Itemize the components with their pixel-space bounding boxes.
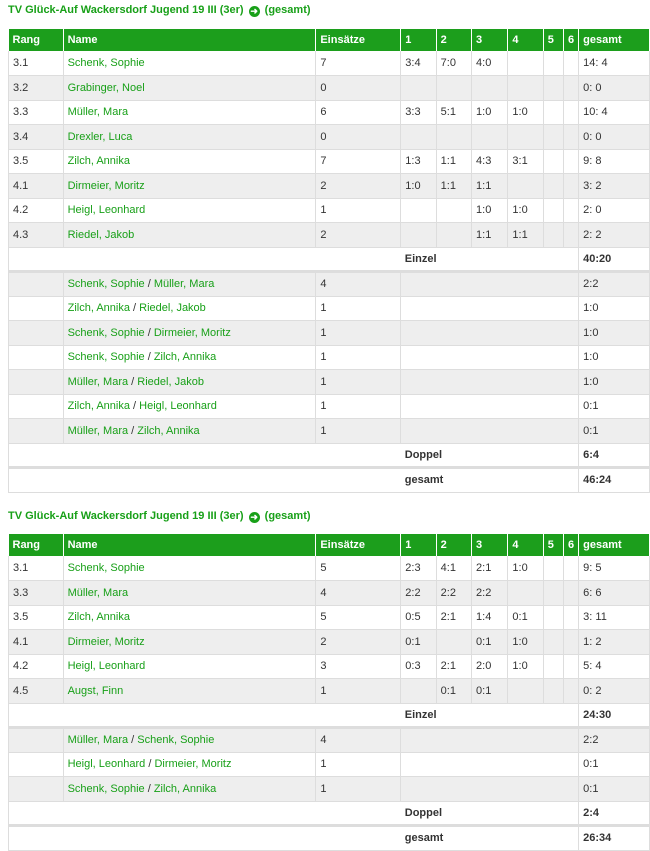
set-result-cell: 2:2 <box>401 581 436 606</box>
player-row <box>9 100 650 125</box>
blank-cell <box>9 443 401 468</box>
set-result-cell <box>508 125 543 150</box>
rank-cell <box>9 777 64 802</box>
set-result-cell <box>401 76 436 101</box>
set-result-cell <box>564 679 579 704</box>
set-result-cell: 2:0 <box>472 654 508 679</box>
summary-label: Doppel <box>401 801 579 826</box>
column-header[interactable]: gesamt <box>579 29 650 51</box>
player-row <box>9 605 650 630</box>
set-result-cell <box>564 100 579 125</box>
gesamt-cell: 6: 6 <box>579 581 650 606</box>
player-row <box>9 198 650 223</box>
set-result-cell: 1:0 <box>472 100 508 125</box>
doubles-result-cell: 1:0 <box>579 296 650 321</box>
set-result-cell: 4:3 <box>472 149 508 174</box>
set-result-cell <box>543 149 563 174</box>
einsaetze-cell: 1 <box>316 198 401 223</box>
empty-sets-cell <box>401 321 579 346</box>
column-header[interactable]: 2 <box>436 534 471 556</box>
doubles-result-cell: 2:2 <box>579 728 650 753</box>
player-row <box>9 630 650 655</box>
rank-cell: 3.1 <box>9 556 64 581</box>
rank-cell <box>9 419 64 444</box>
doubles-row <box>9 296 650 321</box>
set-result-cell <box>401 223 436 248</box>
player-link[interactable]: Müller, Mara <box>153 278 215 291</box>
gesamt-cell: 10: 4 <box>579 100 650 125</box>
gesamt-cell: 9: 8 <box>579 149 650 174</box>
summary-total: 24:30 <box>579 703 650 728</box>
set-result-cell <box>564 654 579 679</box>
doubles-result-cell: 0:1 <box>579 419 650 444</box>
rank-cell: 3.1 <box>9 51 64 76</box>
rank-cell: 3.3 <box>9 100 64 125</box>
player-row <box>9 51 650 76</box>
gesamt-cell: 1: 2 <box>579 630 650 655</box>
player-link[interactable]: Müller, Mara <box>63 581 316 606</box>
doppel-summary-row <box>9 443 650 468</box>
summary-total: 46:24 <box>579 468 650 493</box>
gesamt-cell: 3: 2 <box>579 174 650 199</box>
doubles-result-cell: 0:1 <box>579 777 650 802</box>
blank-cell <box>9 703 401 728</box>
blank-cell <box>9 826 401 851</box>
rank-cell: 3.5 <box>9 149 64 174</box>
gesamt-cell: 2: 2 <box>579 223 650 248</box>
doubles-row <box>9 777 650 802</box>
set-result-cell <box>508 581 543 606</box>
einsaetze-cell: 1 <box>316 296 401 321</box>
set-result-cell <box>508 51 543 76</box>
einsaetze-cell: 2 <box>316 223 401 248</box>
set-result-cell <box>508 174 543 199</box>
doubles-row <box>9 272 650 297</box>
set-result-cell <box>472 125 508 150</box>
einsaetze-cell: 0 <box>316 76 401 101</box>
section-title <box>8 510 311 523</box>
player-link[interactable]: Dirmeier, Moritz <box>63 630 316 655</box>
doubles-row <box>9 728 650 753</box>
doubles-pair: Heigl, Leonhard / Dirmeier, Moritz <box>63 752 316 777</box>
rank-cell: 3.2 <box>9 76 64 101</box>
gesamt-summary-row <box>9 826 650 851</box>
player-link[interactable]: Zilch, Annika <box>67 302 130 315</box>
einsaetze-cell: 3 <box>316 654 401 679</box>
rank-cell <box>9 728 64 753</box>
set-result-cell: 1:0 <box>508 556 543 581</box>
header-row <box>9 29 650 51</box>
set-result-cell: 1:1 <box>472 174 508 199</box>
doppel-summary-row <box>9 801 650 826</box>
player-row <box>9 581 650 606</box>
einsaetze-cell: 1 <box>316 777 401 802</box>
set-result-cell <box>543 100 563 125</box>
column-header[interactable]: Name <box>63 29 316 51</box>
rank-cell <box>9 394 64 419</box>
player-row <box>9 149 650 174</box>
column-header[interactable]: 1 <box>401 534 436 556</box>
set-result-cell <box>508 76 543 101</box>
set-result-cell <box>543 125 563 150</box>
set-result-cell: 0:1 <box>472 679 508 704</box>
gesamt-summary-row <box>9 468 650 493</box>
einsaetze-cell: 5 <box>316 605 401 630</box>
rank-cell <box>9 370 64 395</box>
set-result-cell <box>564 51 579 76</box>
set-result-cell: 1:0 <box>508 630 543 655</box>
set-result-cell: 0:1 <box>472 630 508 655</box>
set-result-cell: 3:1 <box>508 149 543 174</box>
set-result-cell: 0:1 <box>401 630 436 655</box>
doubles-row <box>9 370 650 395</box>
player-link[interactable]: Zilch, Annika <box>153 782 217 795</box>
rank-cell <box>9 752 64 777</box>
set-result-cell: 2:1 <box>436 654 471 679</box>
gesamt-cell: 14: 4 <box>579 51 650 76</box>
player-link[interactable]: Riedel, Jakob <box>63 223 316 248</box>
section-title <box>8 4 311 17</box>
einsaetze-cell: 1 <box>316 419 401 444</box>
rank-cell <box>9 296 64 321</box>
player-row <box>9 654 650 679</box>
doubles-pair: Schenk, Sophie / Zilch, Annika <box>63 777 316 802</box>
column-header[interactable]: Rang <box>9 534 64 556</box>
einsaetze-cell: 6 <box>316 100 401 125</box>
player-link[interactable]: Schenk, Sophie <box>67 782 145 795</box>
doubles-pair: Zilch, Annika / Riedel, Jakob <box>63 296 316 321</box>
doubles-result-cell: 1:0 <box>579 370 650 395</box>
summary-label: Einzel <box>401 703 579 728</box>
set-result-cell <box>543 654 563 679</box>
doubles-row <box>9 752 650 777</box>
set-result-cell: 1:1 <box>436 174 471 199</box>
doubles-pair: Schenk, Sophie / Müller, Mara <box>63 272 316 297</box>
player-row <box>9 679 650 704</box>
player-link[interactable]: Schenk, Sophie <box>67 278 145 291</box>
column-header[interactable]: 6 <box>564 29 579 51</box>
gesamt-cell: 5: 4 <box>579 654 650 679</box>
set-result-cell <box>564 605 579 630</box>
set-result-cell <box>543 605 563 630</box>
summary-total: 40:20 <box>579 247 650 272</box>
set-result-cell <box>436 125 471 150</box>
blank-cell <box>9 468 401 493</box>
doubles-result-cell: 1:0 <box>579 321 650 346</box>
player-link[interactable]: Zilch, Annika <box>153 351 217 364</box>
player-link[interactable]: Müller, Mara <box>67 734 129 747</box>
set-result-cell: 2:3 <box>401 556 436 581</box>
doubles-row <box>9 394 650 419</box>
set-result-cell <box>401 198 436 223</box>
einzel-summary-row <box>9 703 650 728</box>
player-row <box>9 556 650 581</box>
set-result-cell <box>564 198 579 223</box>
player-link[interactable]: Heigl, Leonhard <box>139 400 217 413</box>
einsaetze-cell: 1 <box>316 679 401 704</box>
set-result-cell: 2:1 <box>472 556 508 581</box>
empty-sets-cell <box>401 419 579 444</box>
empty-sets-cell <box>401 272 579 297</box>
summary-total: 26:34 <box>579 826 650 851</box>
arrow-right-icon[interactable]: ➜ <box>250 512 258 522</box>
rank-cell: 3.5 <box>9 605 64 630</box>
player-link[interactable]: Müller, Mara <box>67 424 129 437</box>
column-header[interactable]: Einsätze <box>316 29 401 51</box>
einsaetze-cell: 7 <box>316 149 401 174</box>
doubles-row <box>9 345 650 370</box>
rank-cell: 4.2 <box>9 198 64 223</box>
empty-sets-cell <box>401 394 579 419</box>
doubles-row <box>9 419 650 444</box>
summary-label: gesamt <box>401 826 579 851</box>
column-header[interactable]: 1 <box>401 29 436 51</box>
column-header[interactable]: Einsätze <box>316 534 401 556</box>
set-result-cell: 1:1 <box>508 223 543 248</box>
doubles-pair: Müller, Mara / Riedel, Jakob <box>63 370 316 395</box>
set-result-cell: 3:3 <box>401 100 436 125</box>
set-result-cell <box>436 76 471 101</box>
set-result-cell <box>543 198 563 223</box>
column-header[interactable]: Name <box>63 534 316 556</box>
player-link[interactable]: Augst, Finn <box>63 679 316 704</box>
rank-cell: 4.5 <box>9 679 64 704</box>
player-row <box>9 125 650 150</box>
player-link[interactable]: Müller, Mara <box>67 375 129 388</box>
rank-cell: 3.3 <box>9 581 64 606</box>
summary-label: gesamt <box>401 468 579 493</box>
player-link[interactable]: Schenk, Sophie <box>137 734 215 747</box>
player-link[interactable]: Heigl, Leonhard <box>63 198 316 223</box>
set-result-cell: 1:1 <box>436 149 471 174</box>
gesamt-link[interactable]: (gesamt) <box>264 4 311 16</box>
set-result-cell <box>564 149 579 174</box>
player-link[interactable]: Grabinger, Noel <box>63 76 316 101</box>
empty-sets-cell <box>401 777 579 802</box>
set-result-cell: 1:0 <box>508 100 543 125</box>
set-result-cell <box>472 76 508 101</box>
player-link[interactable]: Dirmeier, Moritz <box>154 758 232 771</box>
set-result-cell: 2:1 <box>436 605 471 630</box>
column-header[interactable]: 5 <box>543 534 563 556</box>
rank-cell <box>9 272 64 297</box>
blank-cell <box>9 801 401 826</box>
set-result-cell: 2:2 <box>436 581 471 606</box>
set-result-cell: 0:3 <box>401 654 436 679</box>
player-link[interactable]: Müller, Mara <box>63 100 316 125</box>
set-result-cell <box>543 556 563 581</box>
einsaetze-cell: 2 <box>316 174 401 199</box>
empty-sets-cell <box>401 728 579 753</box>
set-result-cell <box>401 679 436 704</box>
empty-sets-cell <box>401 345 579 370</box>
empty-sets-cell <box>401 296 579 321</box>
summary-total: 2:4 <box>579 801 650 826</box>
doubles-result-cell: 2:2 <box>579 272 650 297</box>
set-result-cell <box>543 581 563 606</box>
empty-sets-cell <box>401 370 579 395</box>
player-link[interactable]: Drexler, Luca <box>63 125 316 150</box>
doubles-pair: Schenk, Sophie / Zilch, Annika <box>63 345 316 370</box>
player-link[interactable]: Riedel, Jakob <box>139 302 206 315</box>
set-result-cell: 1:0 <box>472 198 508 223</box>
set-result-cell <box>436 198 471 223</box>
player-row <box>9 223 650 248</box>
set-result-cell: 1:0 <box>401 174 436 199</box>
gesamt-cell: 9: 5 <box>579 556 650 581</box>
set-result-cell: 1:1 <box>472 223 508 248</box>
set-result-cell: 1:0 <box>508 198 543 223</box>
einsaetze-cell: 4 <box>316 272 401 297</box>
column-header[interactable]: 3 <box>472 29 508 51</box>
set-result-cell: 0:1 <box>436 679 471 704</box>
gesamt-cell: 2: 0 <box>579 198 650 223</box>
empty-sets-cell <box>401 752 579 777</box>
einsaetze-cell: 0 <box>316 125 401 150</box>
set-result-cell <box>543 76 563 101</box>
set-result-cell: 1:3 <box>401 149 436 174</box>
set-result-cell: 3:4 <box>401 51 436 76</box>
doubles-pair: Schenk, Sophie / Dirmeier, Moritz <box>63 321 316 346</box>
set-result-cell <box>543 223 563 248</box>
gesamt-link[interactable]: (gesamt) <box>264 510 311 522</box>
set-result-cell <box>564 581 579 606</box>
player-row <box>9 76 650 101</box>
einzel-summary-row <box>9 247 650 272</box>
einsaetze-cell: 1 <box>316 370 401 395</box>
player-link[interactable]: Zilch, Annika <box>63 149 316 174</box>
einsaetze-cell: 2 <box>316 630 401 655</box>
player-stats-table <box>8 29 650 493</box>
player-link[interactable]: Dirmeier, Moritz <box>63 174 316 199</box>
einsaetze-cell: 1 <box>316 752 401 777</box>
team-name: TV Glück-Auf Wackersdorf Jugend 19 III (3er) <box>8 4 244 16</box>
set-result-cell <box>436 223 471 248</box>
set-result-cell <box>436 630 471 655</box>
gesamt-cell: 0: 0 <box>579 125 650 150</box>
column-header[interactable]: 4 <box>508 534 543 556</box>
einsaetze-cell: 7 <box>316 51 401 76</box>
einsaetze-cell: 4 <box>316 728 401 753</box>
doubles-row <box>9 321 650 346</box>
set-result-cell: 4:1 <box>436 556 471 581</box>
column-header[interactable]: 3 <box>472 534 508 556</box>
doubles-pair: Müller, Mara / Schenk, Sophie <box>63 728 316 753</box>
column-header[interactable]: 2 <box>436 29 471 51</box>
einsaetze-cell: 4 <box>316 581 401 606</box>
set-result-cell <box>564 223 579 248</box>
set-result-cell <box>564 76 579 101</box>
set-result-cell: 0:5 <box>401 605 436 630</box>
player-link[interactable]: Dirmeier, Moritz <box>153 326 231 339</box>
doubles-result-cell: 1:0 <box>579 345 650 370</box>
doubles-pair: Müller, Mara / Zilch, Annika <box>63 419 316 444</box>
set-result-cell <box>401 125 436 150</box>
team-name: TV Glück-Auf Wackersdorf Jugend 19 III (3er) <box>8 510 244 522</box>
set-result-cell <box>508 679 543 704</box>
player-link[interactable]: Heigl, Leonhard <box>63 654 316 679</box>
set-result-cell: 0:1 <box>508 605 543 630</box>
player-link[interactable]: Zilch, Annika <box>137 424 200 437</box>
doubles-result-cell: 0:1 <box>579 394 650 419</box>
column-header[interactable]: Rang <box>9 29 64 51</box>
rank-cell: 3.4 <box>9 125 64 150</box>
set-result-cell <box>564 125 579 150</box>
einsaetze-cell: 5 <box>316 556 401 581</box>
set-result-cell <box>564 174 579 199</box>
summary-label: Doppel <box>401 443 579 468</box>
rank-cell <box>9 345 64 370</box>
set-result-cell: 7:0 <box>436 51 471 76</box>
player-row <box>9 174 650 199</box>
summary-label: Einzel <box>401 247 579 272</box>
set-result-cell: 1:4 <box>472 605 508 630</box>
set-result-cell <box>564 556 579 581</box>
doubles-pair: Zilch, Annika / Heigl, Leonhard <box>63 394 316 419</box>
gesamt-cell: 0: 0 <box>579 76 650 101</box>
rank-cell: 4.3 <box>9 223 64 248</box>
einsaetze-cell: 1 <box>316 345 401 370</box>
player-link[interactable]: Schenk, Sophie <box>67 351 145 364</box>
column-header[interactable]: 6 <box>564 534 579 556</box>
doubles-result-cell: 0:1 <box>579 752 650 777</box>
set-result-cell <box>543 630 563 655</box>
set-result-cell <box>564 630 579 655</box>
arrow-right-icon[interactable]: ➜ <box>250 6 258 16</box>
player-link[interactable]: Schenk, Sophie <box>67 326 145 339</box>
player-link[interactable]: Zilch, Annika <box>63 605 316 630</box>
einsaetze-cell: 1 <box>316 394 401 419</box>
gesamt-cell: 3: 11 <box>579 605 650 630</box>
blank-cell <box>9 247 401 272</box>
set-result-cell: 1:0 <box>508 654 543 679</box>
player-link[interactable]: Schenk, Sophie <box>63 51 316 76</box>
player-link[interactable]: Schenk, Sophie <box>63 556 316 581</box>
set-result-cell: 2:2 <box>472 581 508 606</box>
player-link[interactable]: Heigl, Leonhard <box>67 758 146 771</box>
set-result-cell <box>543 679 563 704</box>
player-link[interactable]: Riedel, Jakob <box>137 375 204 388</box>
column-header[interactable]: gesamt <box>579 534 650 556</box>
einsaetze-cell: 1 <box>316 321 401 346</box>
set-result-cell <box>543 51 563 76</box>
rank-cell <box>9 321 64 346</box>
gesamt-cell: 0: 2 <box>579 679 650 704</box>
set-result-cell: 5:1 <box>436 100 471 125</box>
header-row <box>9 534 650 556</box>
set-result-cell <box>543 174 563 199</box>
rank-cell: 4.1 <box>9 630 64 655</box>
player-stats-table <box>8 534 650 851</box>
rank-cell: 4.2 <box>9 654 64 679</box>
rank-cell: 4.1 <box>9 174 64 199</box>
column-header[interactable]: 4 <box>508 29 543 51</box>
summary-total: 6:4 <box>579 443 650 468</box>
column-header[interactable]: 5 <box>543 29 563 51</box>
player-link[interactable]: Zilch, Annika <box>67 400 130 413</box>
set-result-cell: 4:0 <box>472 51 508 76</box>
